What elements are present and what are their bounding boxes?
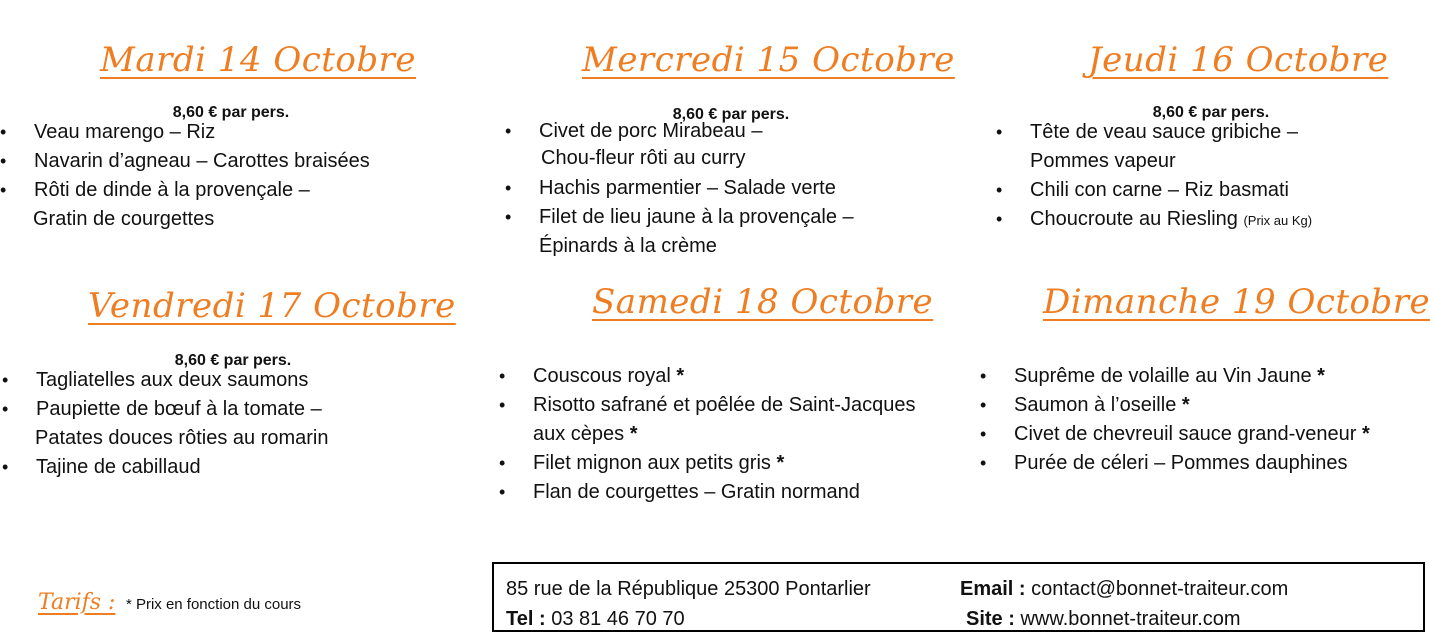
contact-box [492, 562, 1425, 632]
menu-list [494, 362, 915, 507]
day-title: Dimanche 19 Octobre [1043, 282, 1430, 322]
day-price: 8,60 € par pers. [172, 104, 290, 121]
dish-text: Rôti de dinde à la provençale – [34, 179, 310, 201]
menu-item [0, 395, 329, 453]
menu-list [0, 118, 370, 234]
price-note: (Prix au Kg) [1243, 213, 1313, 228]
variable-price-marker: * [676, 365, 685, 387]
dish-text-continued: Patates douces rôties au romarin [35, 427, 329, 449]
email-label: Email : [960, 578, 1026, 600]
menu-item [494, 391, 915, 449]
menu-list [990, 118, 1312, 235]
dish-text-continued: Épinards à la crème [539, 235, 717, 257]
dish-text-continued: Chou-fleur rôti au curry [541, 147, 746, 169]
dish-text: Flan de courgettes – Gratin normand [533, 481, 860, 503]
variable-price-marker: * [1181, 394, 1190, 416]
menu-item [0, 147, 370, 176]
menu-item [494, 449, 915, 478]
day-price: 8,60 € par pers. [174, 352, 292, 369]
dish-text-continued: Pommes vapeur [1030, 150, 1176, 172]
day-title: Mercredi 15 Octobre [582, 40, 955, 80]
tel-number[interactable]: 03 81 46 70 70 [551, 608, 685, 630]
menu-item [990, 118, 1312, 176]
dish-text: Suprême de volaille au Vin Jaune [1014, 365, 1312, 387]
dish-text: Filet mignon aux petits gris [533, 452, 771, 474]
dish-text: Saumon à l’oseille [1014, 394, 1177, 416]
day-price: 8,60 € par pers. [1152, 104, 1270, 121]
site-link[interactable]: www.bonnet-traiteur.com [1020, 608, 1241, 630]
menu-item [975, 420, 1370, 449]
dish-text: Civet de porc Mirabeau – [539, 120, 763, 142]
dish-text: Hachis parmentier – Salade verte [539, 177, 836, 199]
dish-text: Purée de céleri – Pommes dauphines [1014, 452, 1348, 474]
menu-item [990, 176, 1312, 205]
dish-text: Civet de chevreuil sauce grand-veneur [1014, 423, 1357, 445]
menu-item [0, 453, 329, 482]
day-title: Samedi 18 Octobre [592, 282, 934, 322]
dish-text: Veau marengo – Riz [34, 121, 216, 143]
dish-text: Choucroute au Riesling [1030, 208, 1238, 230]
tarifs-text: * Prix en fonction du cours [125, 596, 302, 613]
day-title: Jeudi 16 Octobre [1088, 40, 1389, 80]
dish-text: Tête de veau sauce gribiche – [1030, 121, 1298, 143]
tel-label: Tel : [506, 608, 546, 630]
menu-item [975, 362, 1370, 391]
menu-item [0, 176, 370, 234]
variable-price-marker: * [1317, 365, 1325, 387]
day-title: Vendredi 17 Octobre [88, 286, 456, 326]
email-link[interactable]: contact@bonnet-traiteur.com [1031, 578, 1289, 600]
menu-list [0, 366, 329, 482]
dish-text: Paupiette de bœuf à la tomate – [36, 398, 322, 420]
day-title: Mardi 14 Octobre [100, 40, 417, 80]
variable-price-marker: * [776, 452, 785, 474]
site-line [966, 608, 1241, 631]
menu-item [975, 391, 1370, 420]
menu-item [0, 118, 370, 147]
variable-price-marker: * [629, 423, 638, 445]
dish-text-continued: Gratin de courgettes [33, 208, 215, 230]
menu-item [990, 205, 1312, 235]
email-line [960, 578, 1288, 601]
dish-text: Tagliatelles aux deux saumons [36, 369, 309, 391]
tarifs-note [38, 590, 301, 615]
site-label: Site : [966, 608, 1015, 630]
menu-item [975, 449, 1370, 478]
menu-item [494, 362, 915, 391]
day-price: 8,60 € par pers. [672, 106, 790, 123]
variable-price-marker: * [1361, 423, 1370, 445]
dish-text: Risotto safrané et poêlée de Saint-Jacques [533, 394, 916, 416]
dish-text: Filet de lieu jaune à la provençale – [539, 206, 854, 228]
menu-list [500, 118, 854, 261]
dish-text-continued: aux cèpes [533, 423, 625, 445]
menu-item [500, 203, 854, 261]
dish-text: Navarin d’agneau – Carottes braisées [34, 150, 370, 172]
menu-list [975, 362, 1370, 478]
dish-text: Couscous royal [533, 365, 671, 387]
phone-line [506, 608, 685, 631]
menu-item [0, 366, 329, 395]
address: 85 rue de la République 25300 Pontarlier [506, 578, 871, 600]
menu-item [500, 174, 854, 203]
dish-text: Tajine de cabillaud [36, 456, 201, 478]
dish-text: Chili con carne – Riz basmati [1030, 179, 1289, 201]
menu-item [500, 118, 854, 172]
tarifs-label: Tarifs : [38, 590, 116, 615]
menu-item [494, 478, 915, 507]
